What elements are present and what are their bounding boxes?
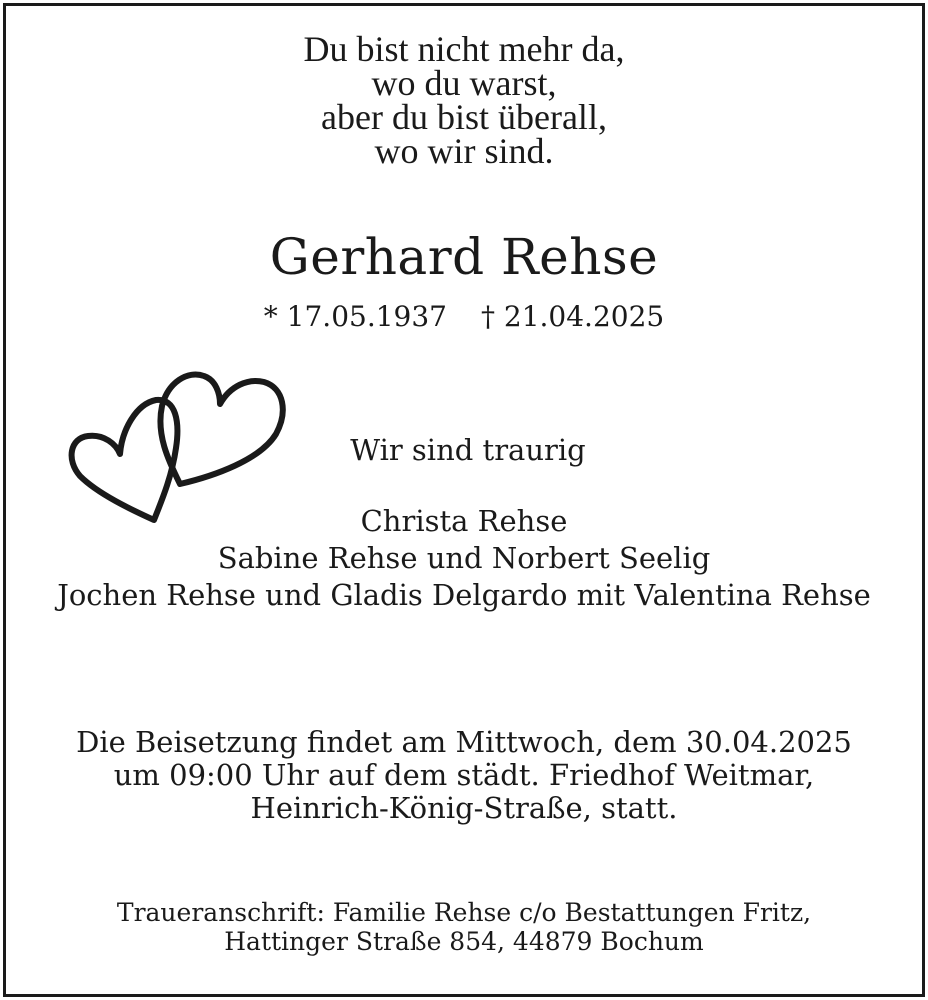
poem-line: aber du bist überall,: [321, 97, 607, 137]
family-member: Christa Rehse: [360, 504, 568, 538]
mourning-address: [0, 898, 928, 956]
death-date: † 21.04.2025: [481, 300, 665, 333]
family-member: Jochen Rehse und Gladis Delgardo mit Valentina Rehse: [57, 578, 871, 612]
poem-line: wo du warst,: [371, 63, 557, 103]
family-list: [0, 503, 928, 614]
funeral-line: Heinrich-König-Straße, statt.: [250, 791, 678, 825]
life-dates: [0, 300, 928, 333]
funeral-line: Die Beisetzung findet am Mittwoch, dem 30.04.2025: [76, 725, 852, 759]
poem-line: wo wir sind.: [374, 131, 554, 171]
address-line: Traueranschrift: Familie Rehse c/o Bestattungen Fritz,: [116, 898, 812, 927]
poem-line: Du bist nicht mehr da,: [303, 29, 625, 69]
family-member: Sabine Rehse und Norbert Seelig: [217, 541, 711, 575]
address-line: Hattinger Straße 854, 44879 Bochum: [224, 927, 704, 956]
deceased-name: Gerhard Rehse: [269, 228, 659, 286]
mourning-statement: Wir sind traurig: [350, 433, 586, 467]
birth-date: * 17.05.1937: [263, 300, 447, 333]
funeral-info: [0, 726, 928, 825]
funeral-line: um 09:00 Uhr auf dem städt. Friedhof Weitmar,: [113, 758, 815, 792]
poem: [0, 29, 928, 171]
